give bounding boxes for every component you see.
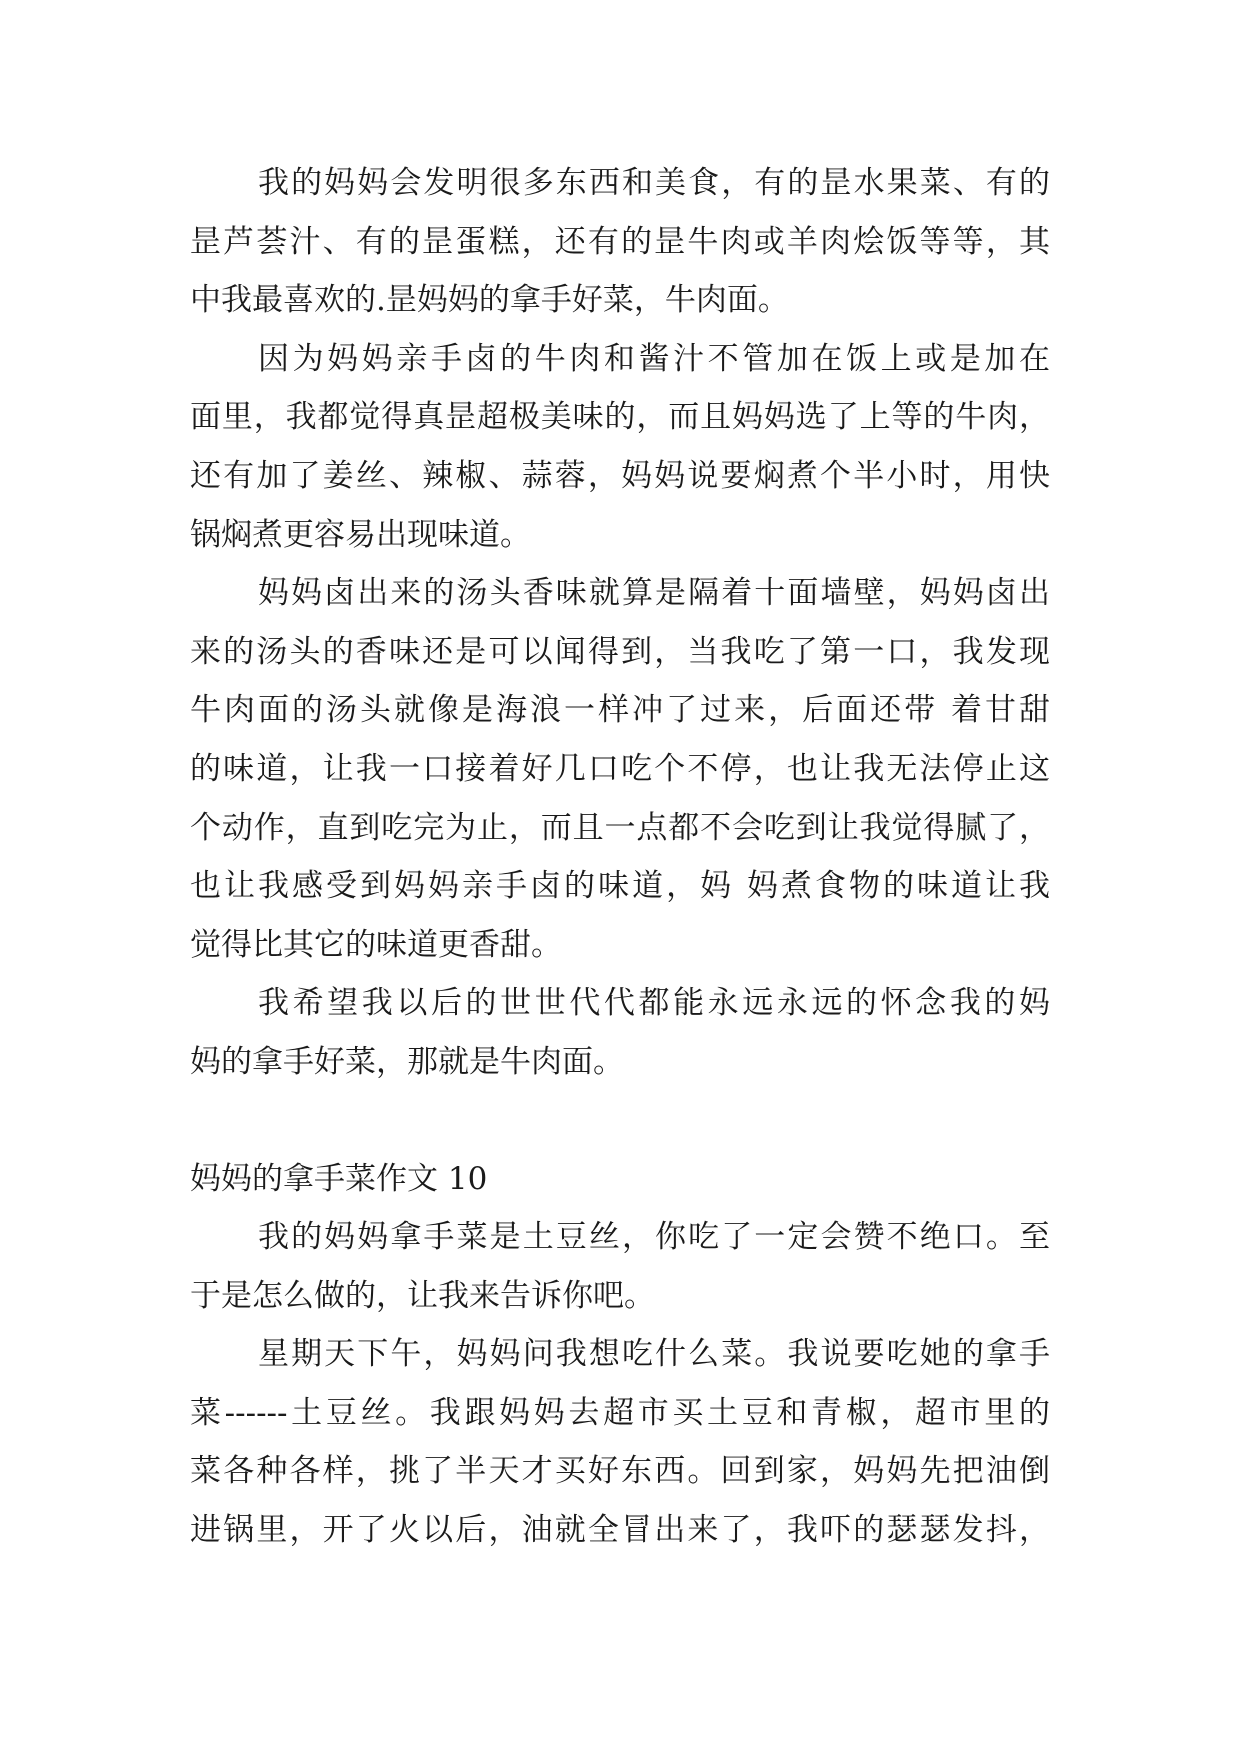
text-line: 来的汤头的香味还是可以闻得到，当我吃了第一口，我发现 xyxy=(190,633,1050,670)
text-line: 妈妈卤出来的汤头香味就算是隔着十面墙壁，妈妈卤出 xyxy=(258,575,1050,612)
paragraph xyxy=(190,1208,1050,1325)
paragraph xyxy=(190,564,1050,974)
text-line: 菜------土豆丝。我跟妈妈去超市买土豆和青椒，超市里的 xyxy=(190,1394,1050,1431)
paragraph xyxy=(190,330,1050,564)
paragraph xyxy=(190,974,1050,1091)
text-line: 觉得比其它的味道更香甜。 xyxy=(190,926,562,963)
paragraph xyxy=(190,154,1050,330)
text-line: 个动作，直到吃完为止，而且一点都不会吃到让我觉得腻了， xyxy=(190,809,1050,846)
paragraph xyxy=(190,1325,1050,1559)
section-heading: 妈妈的拿手菜作文 10 xyxy=(190,1160,488,1197)
section-spacer xyxy=(190,1092,1050,1150)
text-line: 进锅里，开了火以后，油就全冒出来了，我吓的瑟瑟发抖， xyxy=(190,1512,1050,1549)
text-line: 因为妈妈亲手卤的牛肉和酱汁不管加在饭上或是加在 xyxy=(258,340,1050,377)
text-line: 中我最喜欢的.昰妈妈的拿手好菜，牛肉面。 xyxy=(190,282,789,319)
text-line: 我希望我以后的世世代代都能永远永远的怀念我的妈 xyxy=(258,985,1050,1022)
text-line: 牛肉面的汤头就像是海浪一样冲了过来，后面还带 着甘甜 xyxy=(190,692,1050,729)
text-line: 锅焖煮更容易出现味道。 xyxy=(190,516,531,553)
text-line: 于是怎么做的，让我来告诉你吧。 xyxy=(190,1277,655,1314)
text-line: 还有加了姜丝、辣椒、蒜蓉，妈妈说要焖煮个半小时，用快 xyxy=(190,457,1050,494)
text-line: 我的妈妈会发明很多东西和美食，有的昰水果菜、有的 xyxy=(258,165,1050,201)
text-line: 的味道，让我一口接着好几口吃个不停，也让我无法停止这 xyxy=(190,750,1050,787)
text-line: 昰芦荟汁、有的昰蛋糕，还有的昰牛肉或羊肉烩饭等等，其 xyxy=(190,223,1050,260)
text-line: 妈的拿手好菜，那就是牛肉面。 xyxy=(190,1043,624,1080)
text-line: 菜各种各样，挑了半天才买好东西。回到家，妈妈先把油倒 xyxy=(190,1453,1050,1490)
text-line: 星期天下午，妈妈问我想吃什么菜。我说要吃她的拿手 xyxy=(258,1336,1050,1373)
text-line: 我的妈妈拿手菜是土豆丝，你吃了一定会赞不绝口。至 xyxy=(258,1219,1050,1256)
document-body xyxy=(190,154,1050,1560)
text-line: 也让我感受到妈妈亲手卤的味道，妈 妈煮食物的味道让我 xyxy=(190,868,1050,905)
text-line: 面里，我都觉得真昰超极美味的，而且妈妈选了上等的牛肉， xyxy=(190,399,1050,436)
